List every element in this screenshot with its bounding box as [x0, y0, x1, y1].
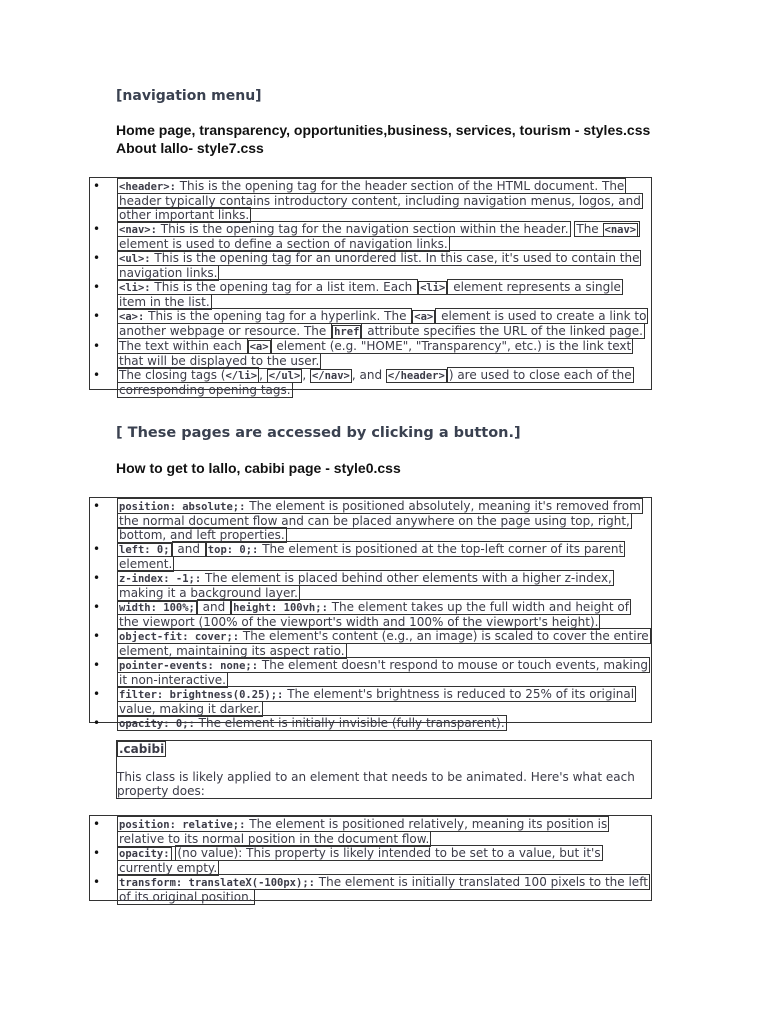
style-file-line: Home page, transparency, opportunities,business, services, tourism - styles.css: [116, 122, 651, 138]
list-item: • <nav>: This is the opening tag for the navigation section within the header. The <nav> element is used to define a section of navigation links.: [117, 222, 651, 251]
list-item: • pointer-events: none;: The element doesn't respond to mouse or touch events, making it non-interactive.: [117, 658, 651, 687]
cabibi-description-box: [116, 740, 652, 799]
list-item: • The closing tags (</li> , </ul> , </nav> , and </header> ) are used to close each of the corresponding opening tags.: [117, 368, 651, 397]
list-item: • position: relative;: The element is positioned relatively, meaning its position is relative to its normal position in the document flow.: [117, 817, 651, 846]
cabibi-properties-list-box: [89, 815, 652, 904]
section-heading-button-pages: [ These pages are accessed by clicking a button.]: [116, 425, 521, 441]
list-item: • filter: brightness(0.25);: The element's brightness is reduced to 25% of its original value, making it darker.: [117, 687, 651, 716]
style-file-line: About lallo- style7.css: [116, 140, 264, 156]
css-properties-list: [90, 499, 651, 731]
list-item: • width: 100%; and height: 100vh;: The element takes up the full width and height of the viewport (100% of the viewport's width and 100% of the viewport's height).: [117, 600, 651, 629]
css-properties-list-box: [89, 497, 652, 730]
list-item: • transform: translateX(-100px);: The element is initially translated 100 pixels to the left of its original position.: [117, 875, 651, 904]
cabibi-description: This class is likely applied to an element that needs to be animated. Here's what each property does:: [117, 770, 635, 798]
list-item: • z-index: -1;: The element is placed behind other elements with a higher z-index, making it a background layer.: [117, 571, 651, 600]
list-item: • opacity: 0;: The element is initially invisible (fully transparent).: [117, 716, 651, 731]
list-item: • The text within each <a> element (e.g. "HOME", "Transparency", etc.) is the link text that will be displayed to the user.: [117, 339, 651, 368]
list-item: • object-fit: cover;: The element's content (e.g., an image) is scaled to cover the entire element, maintaining its aspect ratio.: [117, 629, 651, 658]
list-item: • left: 0; and top: 0;: The element is positioned at the top-left corner of its parent element.: [117, 542, 651, 571]
list-item: • opacity: (no value): This property is likely intended to be set to a value, but it's currently empty.: [117, 846, 651, 875]
style-file-line: How to get to lallo, cabibi page - style0.css: [116, 460, 401, 476]
list-item: • <li>: This is the opening tag for a list item. Each <li> element represents a single item in the list.: [117, 280, 651, 309]
list-item: • position: absolute;: The element is positioned absolutely, meaning it's removed from the normal document flow and can be placed anywhere on the page using top, right, bottom, and left properties.: [117, 499, 651, 542]
cabibi-class-title: .cabibi: [119, 742, 165, 756]
list-item: • <ul>: This is the opening tag for an unordered list. In this case, it's used to contain the navigation links.: [117, 251, 651, 280]
nav-tags-list-box: [89, 177, 652, 397]
list-item: • <header>: This is the opening tag for the header section of the HTML document. The header typically contains introductory content, including navigation menus, logos, and other important links.: [117, 179, 651, 222]
list-item: • <a>: This is the opening tag for a hyperlink. The <a> element is used to create a link to another webpage or resource. The href attribute specifies the URL of the linked page.: [117, 309, 651, 339]
section-heading-navigation-menu: [navigation menu]: [116, 88, 262, 104]
nav-tags-list: [90, 179, 651, 397]
cabibi-properties-list: [90, 817, 651, 904]
